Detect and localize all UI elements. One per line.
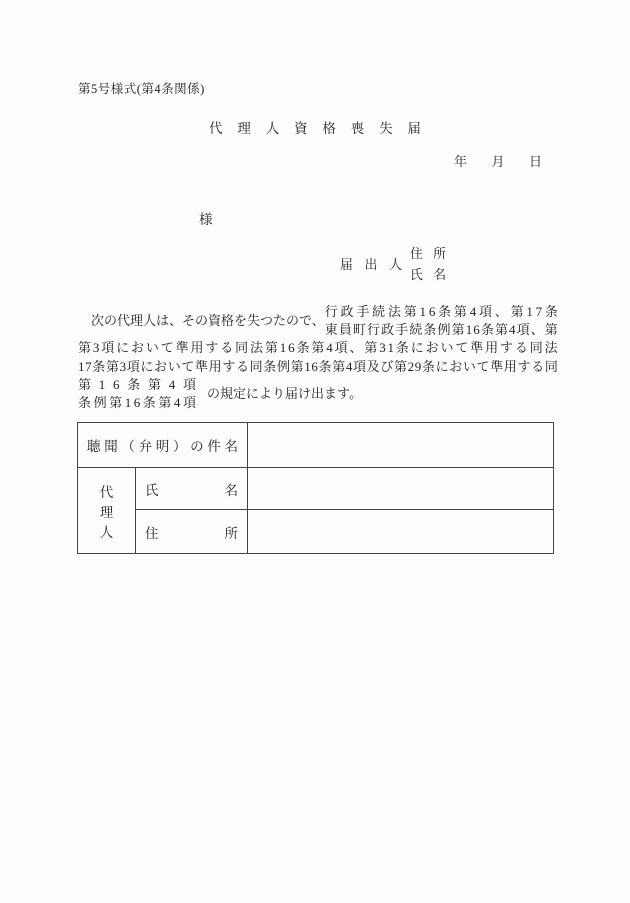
body-line2: 第 3 項 に お い て 準 用 す る 同 法 第 1 6 条 第 4 項 、 第 3 1 条 に お い て 準 用 す る 同 法 [78,340,558,355]
form-number: 第5号様式(第4条関係) [78,82,205,96]
submitter-labels-stack [410,243,446,283]
submitter-label: 届 出 人 [340,257,402,272]
citation-options-stack [325,303,558,338]
body-closing: の規定により届け出ます。 [207,385,362,401]
law-citation-line2: 第 1 6 条 第 4 項 [78,377,196,392]
agent-address-header-cell [136,510,248,554]
hearing-subject-field [248,423,554,468]
agent-header-cell [78,468,136,554]
agent-address-label: 住 所 [145,525,238,541]
title-row [0,117,630,137]
body-paragraph [78,303,558,411]
agent-name-header-cell [136,468,248,510]
ordinance-citation-line1: 東 員 町 行 政 手 続 条 例 第 1 6 条 第 4 項 、 第 [324,321,558,337]
submitter-name-label: 氏 名 [410,268,446,282]
body-intro: 次の代理人は、その資格を失つたので、 [91,312,325,328]
citation-options-stack-2 [78,376,196,411]
submitter-address-label: 住 所 [410,247,446,261]
agent-name-field [248,468,554,510]
agent-label: 代 理 人 [99,484,114,540]
ordinance-citation-line2: 条 例 第 1 6 条 第 4 項 [78,394,196,410]
body-line3: 1 7 条 第 3 項 に お い て 準 用 す る 同 条 例 第 1 6 条 第 4 項 及 び 第 2 9 条 に お い て 準 用 す る 同 [78,358,558,374]
form-table [77,422,554,554]
body-row-closing [78,376,558,411]
agent-name-label: 氏 名 [145,482,238,498]
addressee-sama-label: 様 [199,212,213,227]
date-line: 年 月 日 [454,154,542,169]
submitter-block [340,243,446,283]
body-row-intro [78,303,558,338]
law-citation-line1: 行 政 手 続 法 第 1 6 条 第 4 項 、 第 1 7 条 [324,304,558,319]
hearing-subject-label: 聴 聞 （ 弁 明 ） の 件 名 [87,439,238,454]
hearing-subject-header-cell [78,423,248,468]
document-title: 代 理 人 資 格 喪 失 届 [209,121,421,136]
agent-address-field [248,510,554,554]
